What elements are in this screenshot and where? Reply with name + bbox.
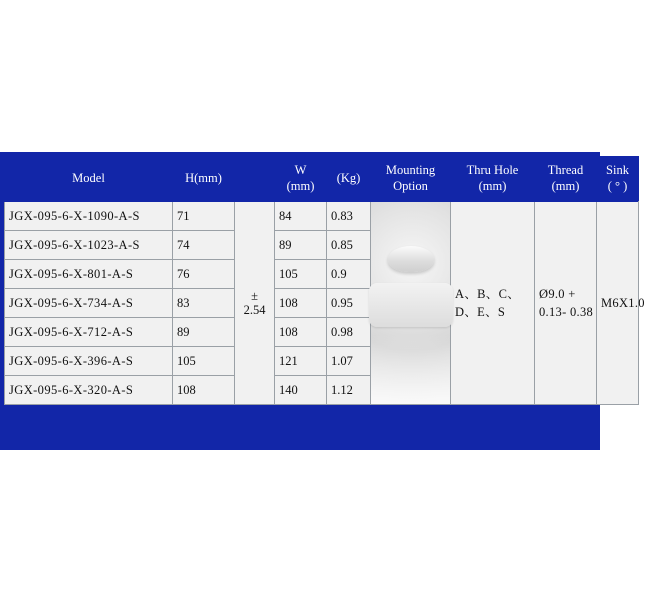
- cell-tolerance-merged: [235, 202, 275, 405]
- photo-knob-shape: [388, 246, 434, 272]
- cell-product-photo: [371, 202, 451, 405]
- header-model: Model: [5, 157, 173, 202]
- header-thread: [535, 157, 597, 202]
- table-header-row: [5, 157, 639, 202]
- cell-model: JGX-095-6-X-1023-A-S: [5, 231, 173, 260]
- tolerance-line2: 2.54: [243, 303, 266, 317]
- specification-table: [4, 156, 645, 405]
- cell-weight: 1.07: [327, 347, 371, 376]
- cell-width: 89: [275, 231, 327, 260]
- header-mounting-line1: Mounting: [385, 163, 436, 178]
- header-thread-line2: (mm): [551, 179, 580, 193]
- cell-weight: 0.95: [327, 289, 371, 318]
- cell-model: JGX-095-6-X-396-A-S: [5, 347, 173, 376]
- header-width-line2: (mm): [286, 179, 315, 193]
- header-height: H(mm): [173, 157, 235, 202]
- cell-weight: 0.98: [327, 318, 371, 347]
- cell-weight: 0.9: [327, 260, 371, 289]
- thru-hole-line2: 0.13- 0.38: [539, 305, 594, 319]
- tolerance-line1: ±: [251, 288, 258, 303]
- cell-weight: 0.83: [327, 202, 371, 231]
- cell-model: JGX-095-6-X-801-A-S: [5, 260, 173, 289]
- cell-width: 105: [275, 260, 327, 289]
- cell-thru-hole-merged: [535, 202, 597, 405]
- cell-width: 108: [275, 318, 327, 347]
- cell-height: 71: [173, 202, 235, 231]
- header-sink: [597, 157, 639, 202]
- cell-width: 140: [275, 376, 327, 405]
- cell-height: 89: [173, 318, 235, 347]
- header-thru-line1: Thru Hole: [466, 163, 519, 178]
- cell-height: 108: [173, 376, 235, 405]
- header-mounting-line2: Option: [393, 179, 428, 193]
- header-mounting-option: [371, 157, 451, 202]
- cell-model: JGX-095-6-X-1090-A-S: [5, 202, 173, 231]
- cell-height: 74: [173, 231, 235, 260]
- header-weight: (Kg): [327, 157, 371, 202]
- photo-base-shape: [369, 283, 453, 327]
- photo-highlight: [371, 335, 450, 404]
- cell-weight: 0.85: [327, 231, 371, 260]
- cell-weight: 1.12: [327, 376, 371, 405]
- header-thru-line2: (mm): [478, 179, 507, 193]
- cell-height: 76: [173, 260, 235, 289]
- header-sink-line1: Sink: [606, 163, 629, 178]
- header-sink-line2: ( ° ): [607, 179, 628, 193]
- table-row: [5, 202, 639, 231]
- cell-height: 83: [173, 289, 235, 318]
- cell-model: JGX-095-6-X-712-A-S: [5, 318, 173, 347]
- header-tolerance: [235, 157, 275, 202]
- thru-hole-line1: Ø9.0 +: [539, 286, 576, 301]
- cell-width: 84: [275, 202, 327, 231]
- cell-thread-merged: M6X1.0: [597, 202, 639, 405]
- header-thread-line1: Thread: [547, 163, 584, 178]
- cell-width: 121: [275, 347, 327, 376]
- cell-width: 108: [275, 289, 327, 318]
- cell-height: 105: [173, 347, 235, 376]
- cell-model: JGX-095-6-X-320-A-S: [5, 376, 173, 405]
- header-width-line1: W: [294, 163, 307, 178]
- cell-mounting-option-merged: [451, 202, 535, 405]
- mounting-option-line1: A、B、C、: [455, 286, 521, 301]
- cell-model: JGX-095-6-X-734-A-S: [5, 289, 173, 318]
- mounting-option-line2: D、E、S: [455, 305, 506, 319]
- header-width: [275, 157, 327, 202]
- spec-table-container: [4, 156, 645, 446]
- header-thru-hole: [451, 157, 535, 202]
- product-photo-graphic: [371, 202, 450, 404]
